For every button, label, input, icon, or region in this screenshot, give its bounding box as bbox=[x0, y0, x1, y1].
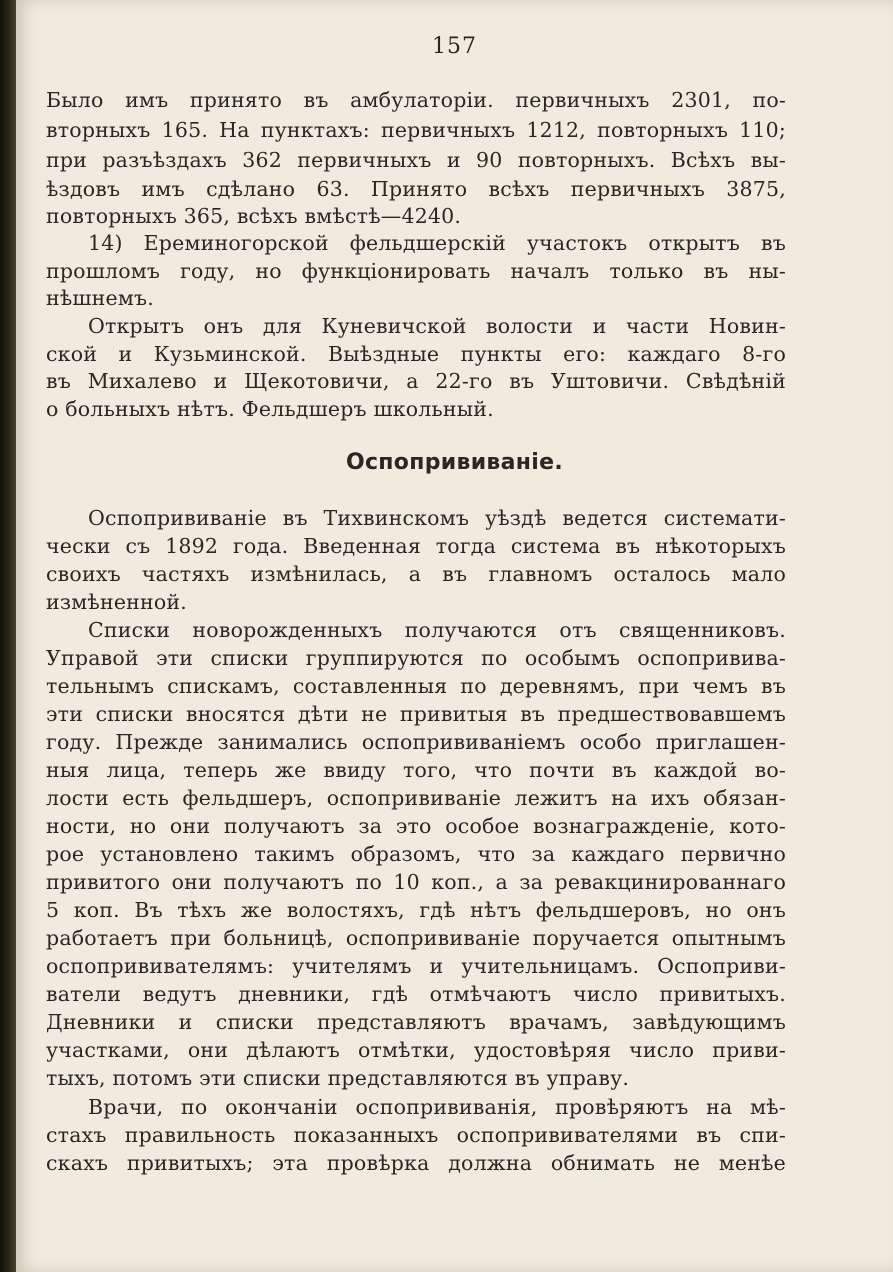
text-line: измѣненной. bbox=[46, 590, 187, 614]
text-line: эти списки вносятся дѣти не привитыя въ предшествовавшемъ bbox=[46, 702, 786, 726]
text-line: Оспопрививанiе въ Тихвинскомъ уѣздѣ ведется системати- bbox=[88, 506, 786, 530]
text-line: Списки новорожденныхъ получаются отъ священниковъ. bbox=[88, 618, 786, 642]
text-line: Было имъ принято въ амбулаторiи. первичныхъ 2301, по- bbox=[46, 88, 786, 112]
book-page bbox=[16, 0, 893, 1272]
text-line: прошломъ году, но функцiонировать началъ только въ ны- bbox=[46, 259, 786, 283]
text-line: участками, они дѣлаютъ отмѣтки, удостовѣряя число приви- bbox=[46, 1038, 786, 1062]
text-line: повторныхъ 365, всѣхъ вмѣстѣ—4240. bbox=[46, 204, 462, 228]
text-line: 14) Ереминогорской фельдшерскiй участокъ открытъ въ bbox=[88, 231, 786, 255]
text-line: рое установлено такимъ образомъ, что за каждаго первично bbox=[46, 842, 786, 866]
text-line: стахъ правильность показанныхъ оспопрививателями въ спи- bbox=[46, 1123, 786, 1147]
text-line: Врачи, по окончанiи оспопрививанiя, провѣряютъ на мѣ- bbox=[88, 1095, 786, 1119]
text-line: о больныхъ нѣтъ. Фельдшеръ школьный. bbox=[46, 397, 494, 421]
text-line: своихъ частяхъ измѣнилась, а въ главномъ осталось мало bbox=[46, 562, 786, 586]
text-line: ныя лица, теперь же ввиду того, что почти въ каждой во- bbox=[46, 758, 786, 782]
text-line: году. Прежде занимались оспопрививанiемъ особо приглашен- bbox=[46, 730, 786, 754]
text-line: скахъ привитыхъ; эта провѣрка должна обнимать не менѣе bbox=[46, 1151, 786, 1175]
text-line: тельнымъ спискамъ, составленныя по деревнямъ, при чемъ въ bbox=[46, 674, 786, 698]
text-line: лости есть фельдшеръ, оспопрививанiе лежитъ на ихъ обязан- bbox=[46, 786, 786, 810]
text-line: при разъѣздахъ 362 первичныхъ и 90 повторныхъ. Всѣхъ вы- bbox=[46, 148, 786, 172]
text-line: работаетъ при больницѣ, оспопрививанiе поручается опытнымъ bbox=[46, 926, 786, 950]
text-line: ѣздовъ имъ сдѣлано 63. Принято всѣхъ первичныхъ 3875, bbox=[46, 177, 786, 201]
text-line: оспопрививателямъ: учителямъ и учительницамъ. Оспоприви- bbox=[46, 954, 786, 978]
text-line: вторныхъ 165. На пунктахъ: первичныхъ 1212, повторныхъ 110; bbox=[46, 118, 786, 142]
text-line: ватели ведутъ дневники, гдѣ отмѣчаютъ число привитыхъ. bbox=[46, 982, 786, 1006]
section-heading: Оспопрививанiе. bbox=[345, 450, 564, 475]
text-line: чески съ 1892 года. Введенная тогда система въ нѣкоторыхъ bbox=[46, 534, 786, 558]
text-line: ности, но они получаютъ за это особое вознагражденiе, кото- bbox=[46, 814, 786, 838]
text-line: привитого они получаютъ по 10 коп., а за ревакцинированнаго bbox=[46, 870, 786, 894]
text-line: нѣшнемъ. bbox=[46, 286, 154, 310]
book-spine-shadow bbox=[0, 0, 16, 1272]
text-line: 5 коп. Въ тѣхъ же волостяхъ, гдѣ нѣтъ фельдшеровъ, но онъ bbox=[46, 898, 786, 922]
text-line: Открытъ онъ для Куневичской волости и части Новин- bbox=[88, 314, 786, 338]
page-number: 157 bbox=[432, 34, 477, 59]
text-line: ской и Кузьминской. Выѣздные пункты его: каждаго 8-го bbox=[46, 342, 786, 366]
text-line: Дневники и списки представляютъ врачамъ, завѣдующимъ bbox=[46, 1010, 786, 1034]
text-line: въ Михалево и Щекотовичи, а 22-го въ Уштовичи. Свѣдѣнiй bbox=[46, 369, 786, 393]
text-line: тыхъ, потомъ эти списки представляются въ управу. bbox=[46, 1066, 630, 1090]
text-line: Управой эти списки группируются по особымъ оспопривива- bbox=[46, 646, 786, 670]
